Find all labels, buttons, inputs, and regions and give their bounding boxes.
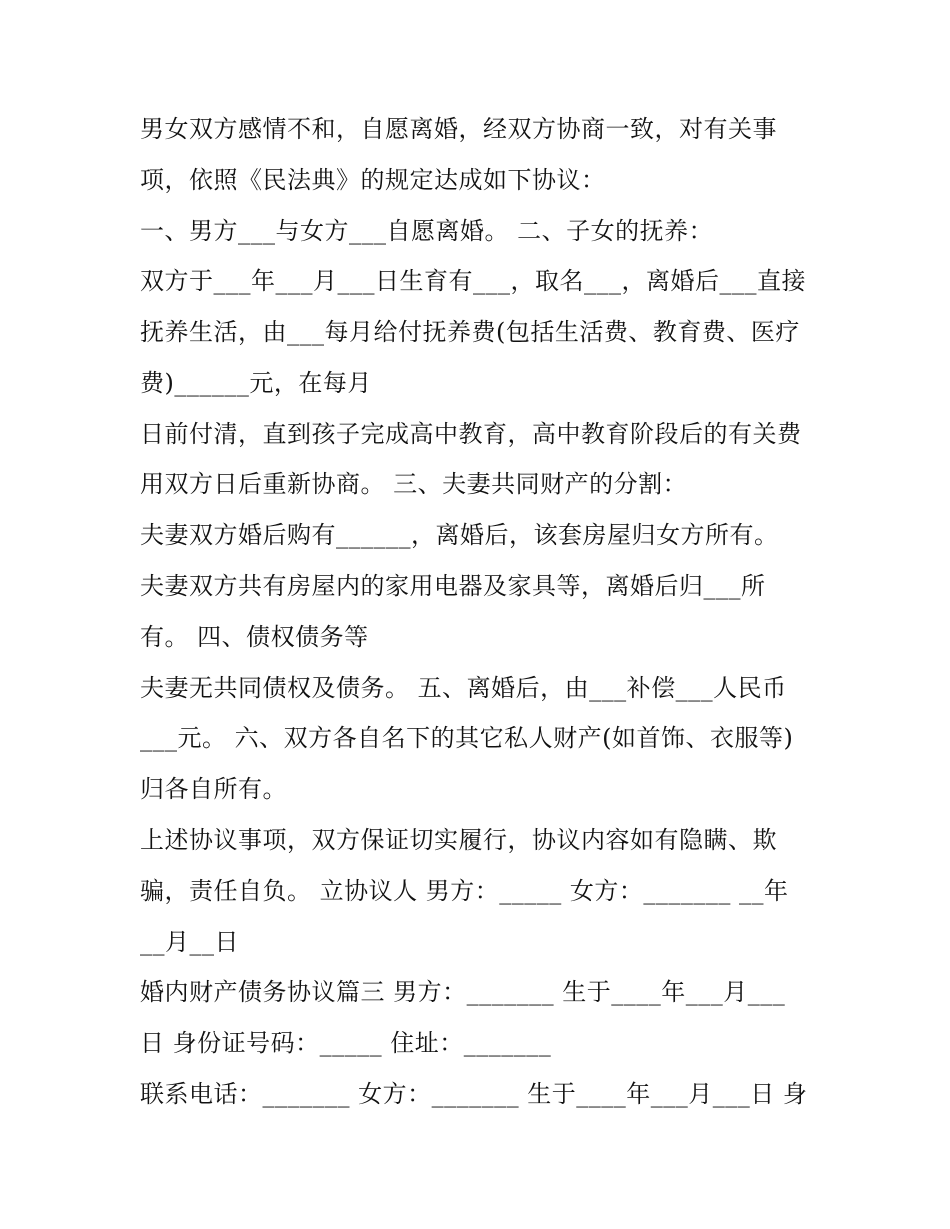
paragraph-line: 男女双方感情不和，自愿离婚，经双方协商一致，对有关事 bbox=[140, 115, 777, 143]
paragraph-line: 费)______元，在每月 bbox=[140, 369, 372, 397]
paragraph-line: ___元。 六、双方各自名下的其它私人财产(如首饰、衣服等) bbox=[140, 724, 794, 752]
paragraph-line: 一、男方___与女方___自愿离婚。 二、子女的抚养： bbox=[140, 217, 714, 245]
paragraph-line: 抚养生活，由___每月给付抚养费(包括生活费、教育费、医疗 bbox=[140, 318, 800, 346]
paragraph-line: 有。 四、债权债务等 bbox=[140, 623, 369, 651]
paragraph-line: 骗，责任自负。 立协议人 男方：_____ 女方：_______ __年 bbox=[140, 877, 789, 905]
paragraph-line: 双方于___年___月___日生育有___，取名___，离婚后___直接 bbox=[140, 267, 806, 295]
paragraph-line: 婚内财产债务协议篇三 男方：_______ 生于____年___月___ bbox=[140, 978, 786, 1006]
paragraph-line: 夫妻双方婚后购有______，离婚后，该套房屋归女方所有。 bbox=[140, 521, 779, 549]
paragraph-line: 上述协议事项，双方保证切实履行，协议内容如有隐瞒、欺 bbox=[140, 826, 777, 854]
paragraph-line: 联系电话：_______ 女方：_______ 生于____年___月___日 身 bbox=[140, 1080, 808, 1108]
paragraph-line: 日前付清，直到孩子完成高中教育，高中教育阶段后的有关费 bbox=[140, 420, 802, 448]
paragraph-line: 日 身份证号码：_____ 住址：_______ bbox=[140, 1029, 552, 1057]
paragraph-line: 归各自所有。 bbox=[140, 775, 287, 803]
paragraph-line: 夫妻无共同债权及债务。 五、离婚后，由___补偿___人民币 bbox=[140, 674, 787, 702]
paragraph-line: 项，依照《民法典》的规定达成如下协议： bbox=[140, 166, 606, 194]
paragraph-line: 夫妻双方共有房屋内的家用电器及家具等，离婚后归___所 bbox=[140, 572, 766, 600]
paragraph-line: __月__日 bbox=[140, 928, 239, 956]
paragraph-line: 用双方日后重新协商。 三、夫妻共同财产的分割： bbox=[140, 470, 688, 498]
